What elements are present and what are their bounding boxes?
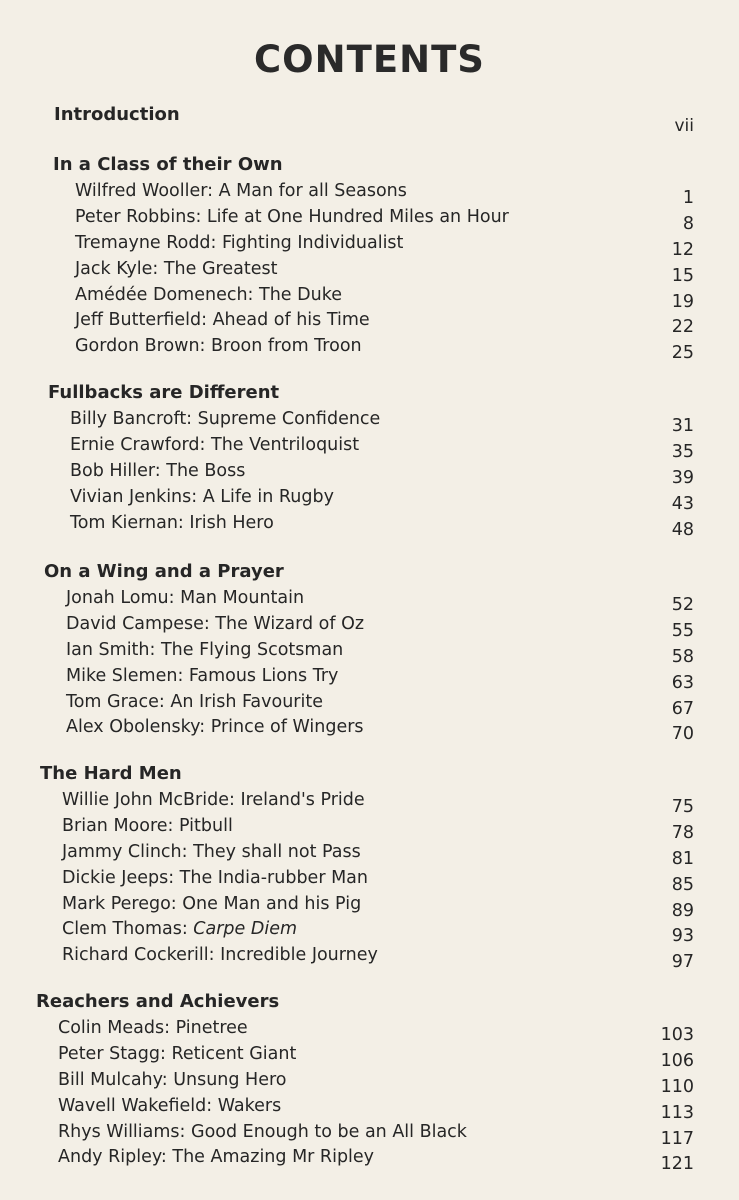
entry-title (62, 841, 361, 863)
entry-person-name: Wavell Wakefield: (58, 1095, 218, 1116)
section-title: Reachers and Achievers (36, 991, 280, 1012)
entry-title (66, 691, 323, 713)
section (36, 987, 694, 1175)
entry-title (58, 1017, 248, 1039)
entry-page-number: 97 (671, 952, 694, 973)
entry-page-number: 15 (671, 265, 694, 286)
introduction-page-number: vii (674, 116, 694, 136)
toc-entry (40, 893, 694, 919)
toc-entry (40, 867, 694, 893)
entry-title (62, 789, 365, 811)
entry-title (62, 944, 378, 966)
toc-entry (53, 180, 694, 206)
entry-page-number: 89 (671, 900, 694, 921)
toc-entry (36, 1095, 694, 1121)
entry-person-name: Amédée Domenech: (75, 284, 260, 305)
entry-subtitle: The India-rubber Man (179, 867, 368, 888)
entry-title (58, 1121, 467, 1143)
entry-page-number: 19 (671, 291, 694, 312)
toc-entry (40, 789, 694, 815)
entry-subtitle: Irish Hero (189, 512, 274, 533)
entry-title (58, 1069, 287, 1091)
entry-page-number: 106 (660, 1050, 694, 1071)
entry-person-name: Jack Kyle: (75, 258, 164, 279)
entry-title (70, 512, 274, 534)
entry-person-name: Jonah Lomu: (66, 588, 181, 608)
entry-subtitle: Life at One Hundred Miles an Hour (206, 206, 509, 227)
toc-entry (44, 639, 694, 665)
entry-subtitle: Prince of Wingers (210, 717, 364, 738)
introduction-label: Introduction (54, 104, 180, 125)
toc-entry (44, 613, 694, 639)
toc-entry (44, 587, 694, 613)
entry-subtitle: Supreme Confidence (197, 409, 381, 429)
toc-entry (48, 486, 694, 512)
entry-person-name: Vivian Jenkins: (70, 486, 203, 507)
entry-subtitle: Unsung Hero (173, 1069, 287, 1090)
entry-subtitle: Ireland's Pride (240, 790, 365, 810)
section (48, 378, 694, 540)
entry-person-name: Ian Smith: (66, 639, 161, 660)
entry-title (62, 815, 233, 837)
entry-page-number: 39 (671, 467, 694, 488)
toc-entry (40, 918, 694, 947)
entry-subtitle: An Irish Favourite (170, 691, 323, 712)
entry-person-name: Peter Robbins: (75, 206, 207, 227)
entry-subtitle: A Man for all Seasons (218, 181, 407, 201)
entry-page-number: 121 (660, 1154, 694, 1175)
toc-entry (36, 1146, 694, 1175)
entry-page-number: 8 (682, 213, 694, 234)
entry-page-number: 48 (671, 519, 694, 540)
toc-entry (36, 1069, 694, 1095)
entry-person-name: Rhys Williams: (58, 1121, 192, 1142)
entry-person-name: Richard Cockerill: (62, 945, 221, 966)
entry-page-number: 117 (660, 1128, 694, 1149)
toc-entry (44, 691, 694, 717)
entry-title (70, 486, 334, 508)
entry-title (66, 639, 343, 661)
toc-entry (44, 716, 694, 745)
entry-subtitle: A Life in Rugby (202, 486, 334, 507)
entry-title (62, 867, 368, 889)
entry-person-name: Clem Thomas: (62, 919, 194, 940)
entry-subtitle: Pinetree (175, 1018, 248, 1038)
entry-person-name: Bill Mulcahy: (58, 1069, 174, 1090)
entry-person-name: Dickie Jeeps: (62, 867, 180, 888)
entry-subtitle: They shall not Pass (193, 841, 361, 862)
entry-person-name: Jammy Clinch: (62, 841, 194, 862)
entry-page-number: 110 (660, 1076, 694, 1097)
entry-subtitle: Reticent Giant (171, 1043, 297, 1064)
entry-person-name: Tom Kiernan: (70, 512, 190, 533)
entry-page-number: 113 (660, 1102, 694, 1123)
entry-subtitle: The Duke (259, 284, 342, 305)
section-title: Fullbacks are Different (48, 382, 280, 403)
page-title: CONTENTS (254, 38, 485, 81)
toc-entry (40, 815, 694, 841)
entry-title (66, 716, 364, 738)
entry-page-number: 31 (671, 416, 694, 436)
entry-subtitle: The Amazing Mr Ripley (172, 1147, 375, 1168)
section (53, 150, 694, 364)
toc-entry (36, 1043, 694, 1069)
entry-person-name: Mark Perego: (62, 893, 183, 914)
entry-subtitle: Fighting Individualist (222, 232, 404, 253)
toc-entry (40, 841, 694, 867)
entry-title (70, 460, 245, 482)
entry-title (66, 665, 338, 687)
entry-page-number: 67 (671, 698, 694, 719)
entry-person-name: Jeff Butterfield: (75, 310, 213, 331)
entry-person-name: Ernie Crawford: (70, 434, 211, 455)
toc-entry (53, 232, 694, 258)
entry-subtitle: Pitbull (179, 815, 233, 836)
entry-title (58, 1043, 296, 1065)
entry-title (75, 232, 403, 254)
entry-page-number: 35 (671, 441, 694, 462)
entry-page-number: 58 (671, 646, 694, 667)
entry-page-number: 103 (660, 1025, 694, 1045)
toc-entry (36, 1017, 694, 1043)
toc-entry (48, 408, 694, 434)
entry-subtitle: Incredible Journey (220, 945, 378, 966)
entry-person-name: Tom Grace: (66, 691, 171, 712)
toc-entry (44, 665, 694, 691)
toc-entry (48, 434, 694, 460)
toc-entry (48, 460, 694, 486)
entry-page-number: 1 (682, 188, 694, 208)
entry-person-name: Andy Ripley: (58, 1147, 173, 1168)
entry-person-name: David Campese: (66, 613, 216, 634)
toc-entry (53, 284, 694, 310)
entry-title (58, 1095, 281, 1117)
section (40, 759, 694, 973)
entry-page-number: 22 (671, 317, 694, 338)
toc-entry (40, 944, 694, 973)
section-title: The Hard Men (40, 763, 182, 784)
entry-page-number: 43 (671, 493, 694, 514)
entry-title (62, 893, 361, 915)
entry-subtitle: The Greatest (163, 258, 278, 279)
entry-page-number: 55 (671, 620, 694, 641)
entry-subtitle: Broon from Troon (211, 336, 362, 357)
entry-title (70, 434, 359, 456)
entry-subtitle: Ahead of his Time (212, 310, 370, 331)
toc-entry (48, 512, 694, 538)
entry-person-name: Colin Meads: (58, 1018, 176, 1038)
section-title: In a Class of their Own (53, 154, 283, 175)
entry-title (75, 180, 407, 202)
entry-page-number: 12 (671, 239, 694, 260)
entry-title (75, 309, 370, 331)
entry-page-number: 75 (671, 797, 694, 817)
entry-subtitle: One Man and his Pig (182, 893, 362, 914)
entry-title (70, 408, 380, 430)
toc-entry (53, 335, 694, 364)
section (44, 557, 694, 745)
entry-subtitle: Man Mountain (180, 588, 305, 608)
section-title: On a Wing and a Prayer (44, 561, 284, 582)
entry-person-name: Peter Stagg: (58, 1043, 172, 1064)
entry-title (75, 335, 362, 357)
entry-page-number: 63 (671, 672, 694, 693)
entry-title (62, 918, 297, 940)
entry-page-number: 70 (671, 724, 694, 745)
toc-entry (53, 258, 694, 284)
entry-subtitle: Famous Lions Try (188, 665, 339, 686)
entry-person-name: Tremayne Rodd: (75, 232, 222, 253)
entry-person-name: Brian Moore: (62, 815, 179, 836)
entry-title (66, 613, 364, 635)
entry-page-number: 25 (671, 343, 694, 364)
entry-person-name: Gordon Brown: (75, 336, 212, 357)
toc-entry (53, 309, 694, 338)
entry-page-number: 85 (671, 874, 694, 895)
entry-page-number: 81 (671, 848, 694, 869)
entry-title (66, 587, 304, 609)
entry-title (75, 206, 509, 228)
entry-person-name: Bob Hiller: (70, 460, 167, 481)
entry-person-name: Mike Slemen: (66, 665, 189, 686)
entry-person-name: Willie John McBride: (62, 790, 241, 810)
entry-subtitle: The Ventriloquist (211, 434, 360, 455)
entry-person-name: Wilfred Wooller: (75, 181, 219, 201)
entry-page-number: 93 (671, 926, 694, 947)
entry-subtitle: The Flying Scotsman (160, 639, 344, 660)
entry-subtitle: The Wizard of Oz (215, 613, 365, 634)
entry-title (58, 1146, 374, 1168)
entry-title (75, 258, 277, 280)
entry-person-name: Alex Obolensky: (66, 717, 211, 738)
entry-subtitle: Wakers (217, 1095, 282, 1116)
entry-page-number: 78 (671, 822, 694, 843)
entry-person-name: Billy Bancroft: (70, 409, 198, 429)
toc-entry (36, 1121, 694, 1147)
toc-entry (53, 206, 694, 232)
entry-subtitle: Good Enough to be an All Black (191, 1121, 467, 1142)
entry-page-number: 52 (671, 595, 694, 615)
entry-subtitle: The Boss (166, 460, 246, 481)
entry-title (75, 284, 342, 306)
entry-subtitle: Carpe Diem (193, 919, 298, 940)
